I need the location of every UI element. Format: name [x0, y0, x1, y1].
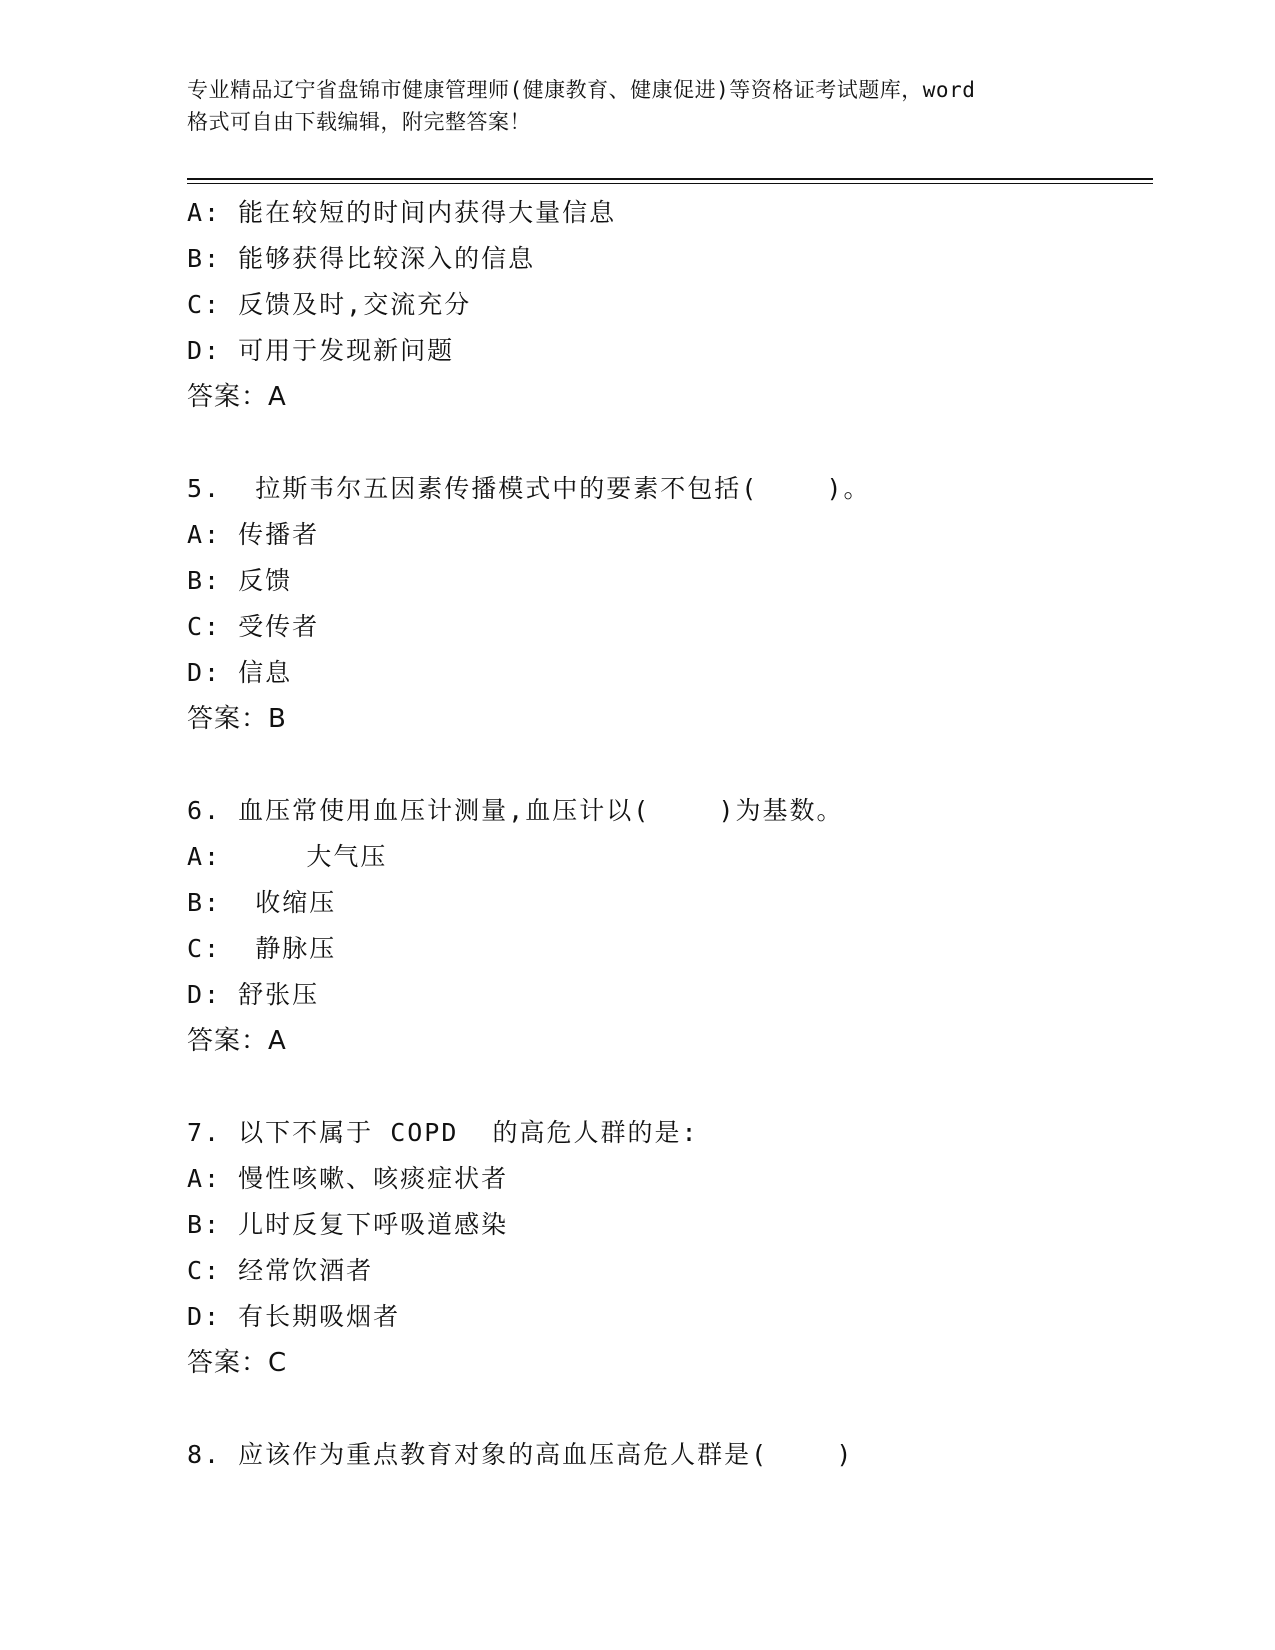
option-b: B: 反馈 — [187, 566, 293, 595]
option-c: C: 静脉压 — [187, 934, 337, 963]
answer-line: 答案：A — [187, 1026, 287, 1056]
option-b: B: 能够获得比较深入的信息 — [187, 244, 536, 273]
option-d: D: 舒张压 — [187, 980, 320, 1009]
question-list — [187, 190, 1153, 1478]
question-block-5 — [187, 466, 1153, 742]
option-c: C: 经常饮酒者 — [187, 1256, 374, 1285]
question-stem: 7. 以下不属于 COPD 的高危人群的是: — [187, 1118, 699, 1147]
question-stem: 5. 拉斯韦尔五因素传播模式中的要素不包括( )。 — [187, 474, 871, 503]
option-a: A: 慢性咳嗽、咳痰症状者 — [187, 1164, 509, 1193]
option-d: D: 信息 — [187, 658, 293, 687]
option-a: A: 大气压 — [187, 842, 388, 871]
option-c: C: 反馈及时,交流充分 — [187, 290, 472, 319]
answer-line: 答案：A — [187, 382, 287, 412]
option-d: D: 有长期吸烟者 — [187, 1302, 401, 1331]
option-c: C: 受传者 — [187, 612, 320, 641]
option-b: B: 收缩压 — [187, 888, 337, 917]
question-block-prev — [187, 190, 1153, 420]
header-line-1: 专业精品辽宁省盘锦市健康管理师(健康教育、健康促进)等资格证考试题库，word — [187, 78, 976, 102]
question-block-7 — [187, 1110, 1153, 1386]
option-b: B: 儿时反复下呼吸道感染 — [187, 1210, 509, 1239]
option-a: A: 传播者 — [187, 520, 320, 549]
question-block-8 — [187, 1432, 1153, 1478]
spacer — [187, 1064, 1153, 1110]
header-line-2: 格式可自由下载编辑，附完整答案！ — [187, 110, 531, 134]
option-a: A: 能在较短的时间内获得大量信息 — [187, 198, 617, 227]
option-d: D: 可用于发现新问题 — [187, 336, 455, 365]
document-header — [187, 74, 1087, 138]
header-divider-thick — [187, 178, 1153, 180]
answer-line: 答案：C — [187, 1348, 288, 1378]
question-stem: 8. 应该作为重点教育对象的高血压高危人群是( ) — [187, 1440, 854, 1469]
spacer — [187, 742, 1153, 788]
spacer — [187, 1386, 1153, 1432]
question-block-6 — [187, 788, 1153, 1064]
spacer — [187, 420, 1153, 466]
header-divider-thin — [187, 183, 1153, 184]
answer-line: 答案：B — [187, 704, 287, 734]
question-stem: 6. 血压常使用血压计测量,血压计以( )为基数。 — [187, 796, 844, 825]
